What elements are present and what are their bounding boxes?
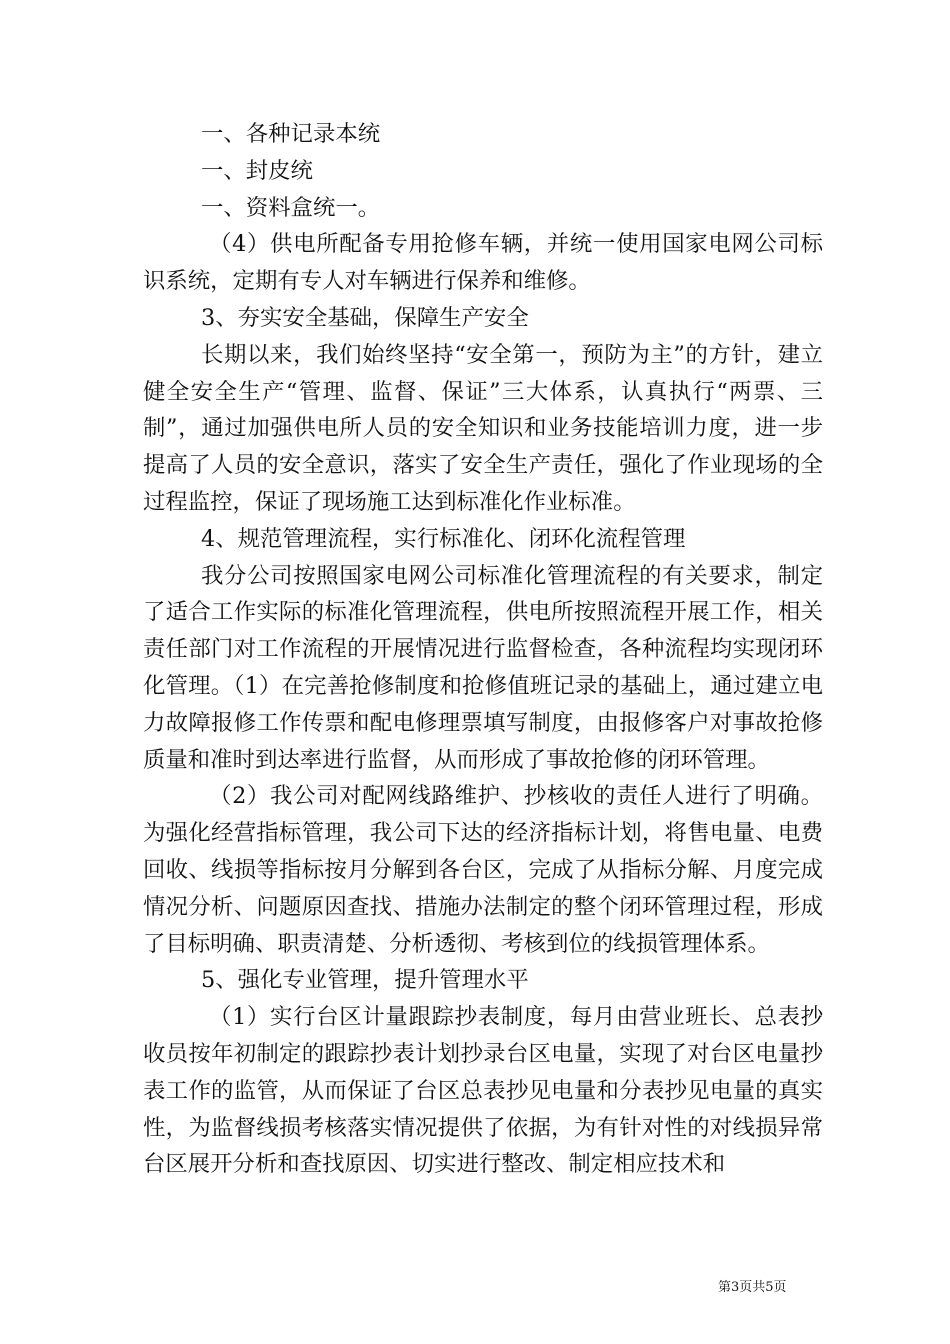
record-book-item: 一、各种记录本统	[201, 121, 381, 147]
repair-vehicle-paragraph: （4）供电所配备专用抢修车辆，并统一使用国家电网公司标识系统，定期有专人对车辆进行保养和维修。	[143, 231, 823, 295]
document-body	[143, 116, 823, 1183]
cover-item: 一、封皮统	[201, 157, 313, 184]
metering-paragraph: （1）实行台区计量跟踪抄表制度，每月由营业班长、总表抄收员按年初制定的跟踪抄表计划抄录台区电量，实现了对台区电量抄表工作的监管，从而保证了台区总表抄见电量和分表抄见电量的真实性，为监督线损考核落实情况提供了依据，为有针对性的对线损异常台区展开分析和查找原因、切实进行整改、制定相应技术和	[143, 1004, 823, 1178]
section-heading-safety: 3、夯实安全基础，保障生产安全	[201, 304, 529, 331]
file-box-item: 一、资料盒统一。	[201, 194, 381, 221]
indicator-paragraph: （2）我公司对配网线路维护、抄核收的责任人进行了明确。为强化经营指标管理，我公司下达的经济指标计划，将售电量、电费回收、线损等指标按月分解到各台区，完成了从指标分解、月度完成情况分析、问题原因查找、措施办法制定的整个闭环管理过程，形成了目标明确、职责清楚、分析透彻、考核到位的线损管理体系。	[143, 783, 823, 957]
safety-paragraph: 长期以来，我们始终坚持“安全第一，预防为主”的方针，建立健全安全生产“管理、监督、保证”三大体系，认真执行“两票、三制”，通过加强供电所人员的安全知识和业务技能培训力度，进一步提高了人员的安全意识，落实了安全生产责任，强化了作业现场的全过程监控，保证了现场施工达到标准化作业标准。	[143, 341, 823, 515]
process-paragraph: 我分公司按照国家电网公司标准化管理流程的有关要求，制定了适合工作实际的标准化管理流程，供电所按照流程开展工作，相关责任部门对工作流程的开展情况进行监督检查，各种流程均实现闭环化管理。（1）在完善抢修制度和抢修值班记录的基础上，通过建立电力故障报修工作传票和配电修理票填写制度，由报修客户对事故抢修质量和准时到达率进行监督，从而形成了事故抢修的闭环管理。	[143, 562, 823, 773]
page-number: 第3页共5页	[718, 1280, 787, 1295]
section-heading-professional: 5、强化专业管理，提升管理水平	[201, 967, 529, 994]
section-heading-process: 4、规范管理流程，实行标准化、闭环化流程管理	[201, 525, 686, 552]
